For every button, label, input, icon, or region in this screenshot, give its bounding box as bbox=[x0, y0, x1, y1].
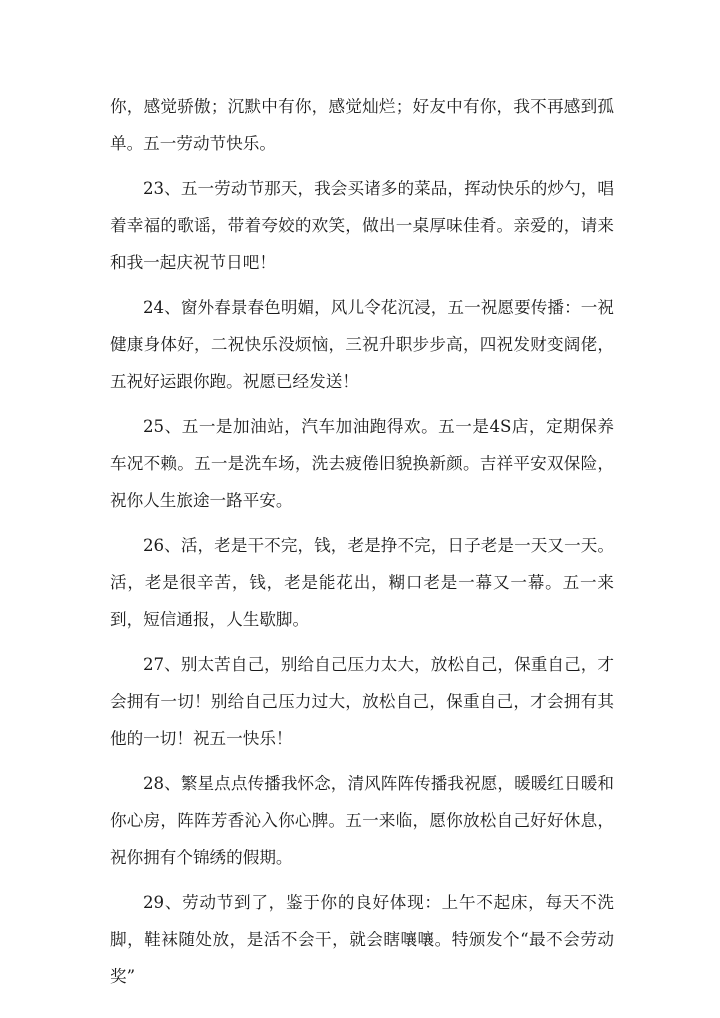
paragraph: 24、窗外春景春色明媚，风儿令花沉浸，五一祝愿要传播：一祝健康身体好，二祝快乐没烦恼，三祝升职步步高，四祝发财变阔佬，五祝好运跟你跑。祝愿已经发送！ bbox=[110, 298, 614, 391]
paragraph: 29、劳动节到了，鉴于你的良好体现：上午不起床，每天不洗脚，鞋袜随处放，是活不会干，就会瞎嚷嚷。特颁发个“最不会劳动奖” bbox=[110, 893, 614, 986]
paragraph: 你，感觉骄傲；沉默中有你，感觉灿烂；好友中有你，我不再感到孤单。五一劳动节快乐。 bbox=[110, 97, 614, 153]
paragraph: 28、繁星点点传播我怀念，清风阵阵传播我祝愿，暖暖红日暖和你心房，阵阵芳香沁入你心脾。五一来临，愿你放松自己好好休息，祝你拥有个锦绣的假期。 bbox=[110, 774, 614, 867]
paragraph: 23、五一劳动节那天，我会买诸多的菜品，挥动快乐的炒勺，唱着幸福的歌谣，带着夸姣的欢笑，做出一桌厚味佳肴。亲爱的，请来和我一起庆祝节日吧！ bbox=[110, 179, 614, 272]
paragraph: 26、活，老是干不完，钱，老是挣不完，日子老是一天又一天。活，老是很辛苦，钱，老是能花出，糊口老是一幕又一幕。五一来到，短信通报，人生歇脚。 bbox=[110, 536, 614, 629]
paragraph: 25、五一是加油站，汽车加油跑得欢。五一是4S店，定期保养车况不赖。五一是洗车场，洗去疲倦旧貌换新颜。吉祥平安双保险，祝你人生旅途一路平安。 bbox=[110, 417, 614, 510]
document-body bbox=[110, 88, 614, 1003]
paragraph: 27、别太苦自己，别给自己压力太大，放松自己，保重自己，才会拥有一切！别给自己压力过大，放松自己，保重自己，才会拥有其他的一切！祝五一快乐！ bbox=[110, 655, 614, 748]
